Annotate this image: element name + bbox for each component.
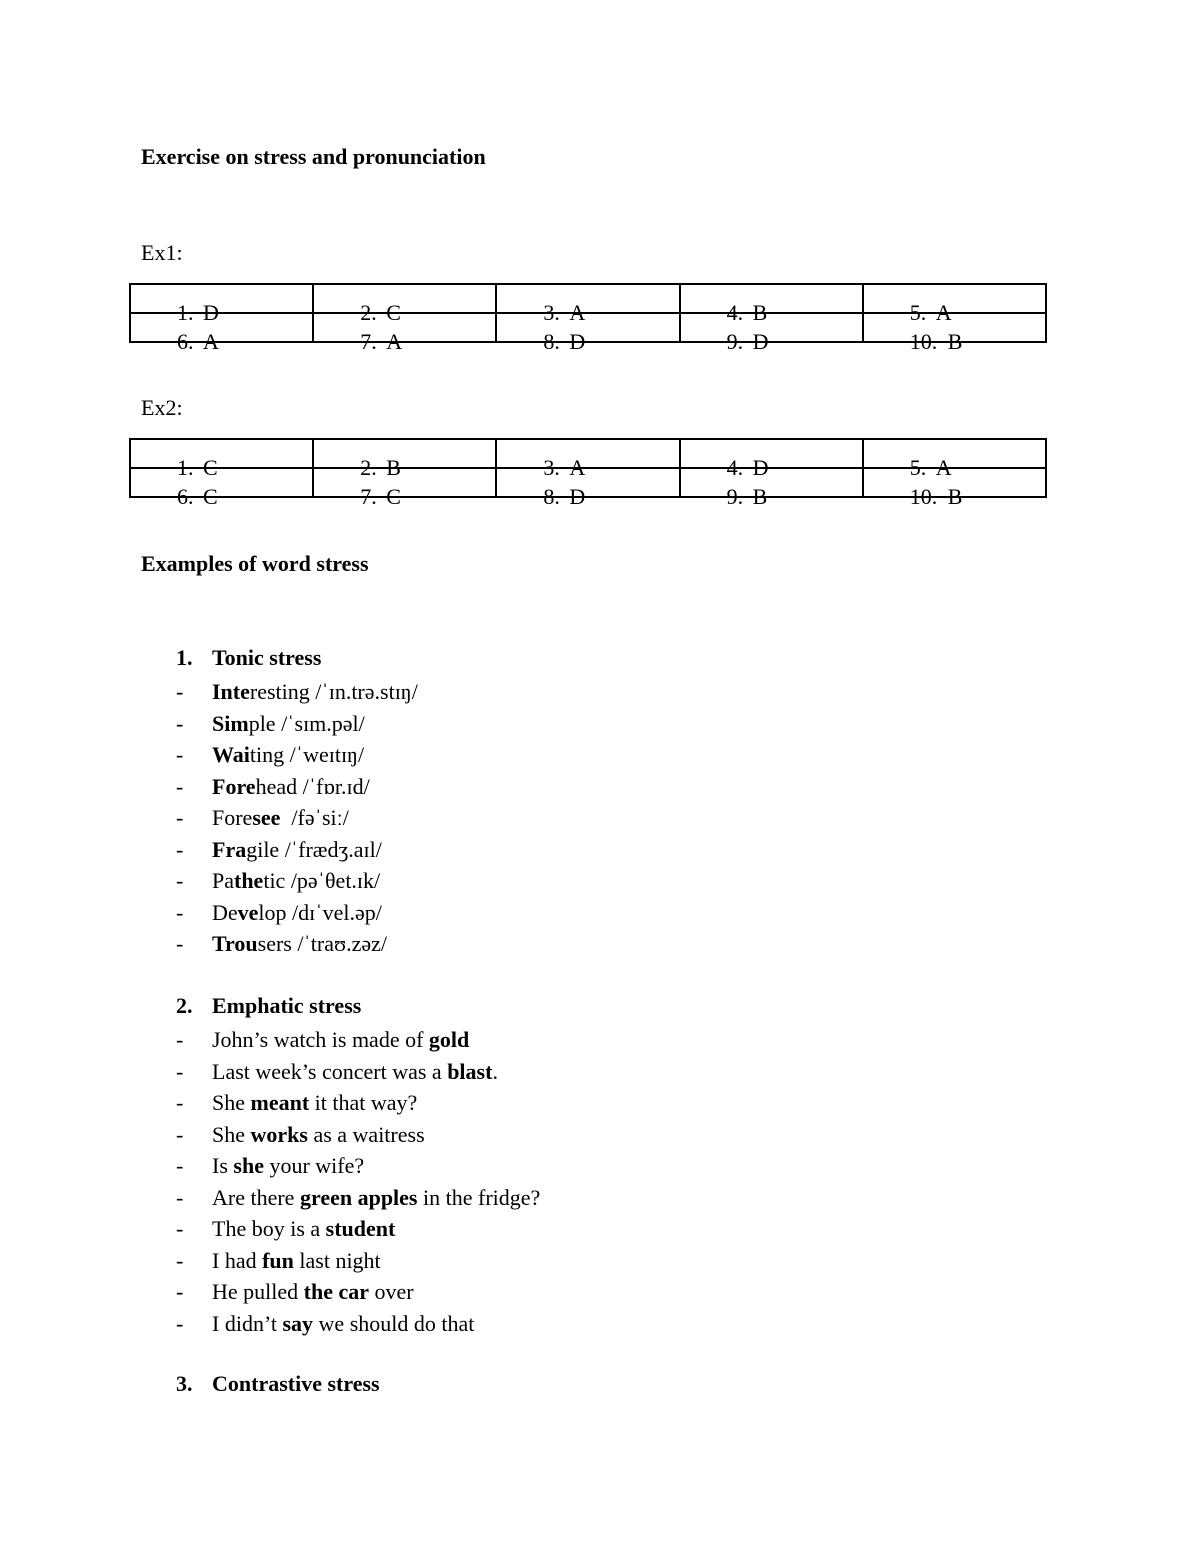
answer-letter: C	[203, 483, 218, 509]
table-row	[130, 439, 1046, 468]
item-text: it that way?	[309, 1090, 418, 1115]
answer-letter: B	[947, 328, 963, 354]
answer-number: 4.	[726, 299, 744, 325]
list-item	[176, 1087, 417, 1118]
answer-cell	[680, 313, 863, 354]
answer-number: 8.	[543, 328, 560, 354]
section-title: Contrastive stress	[212, 1371, 380, 1396]
section-title: Emphatic stress	[212, 993, 362, 1018]
answer-cell	[680, 439, 863, 480]
table-row	[130, 313, 1046, 342]
answer-cell	[863, 468, 1046, 509]
stressed-text: works	[250, 1121, 308, 1147]
answer-cell	[496, 313, 679, 354]
list-item	[176, 1308, 474, 1339]
answer-letter: B	[947, 483, 963, 509]
stressed-text: say	[282, 1310, 314, 1336]
ex2-answer-table	[129, 438, 1047, 509]
answer-number: 7.	[360, 328, 377, 354]
answer-number: 4.	[726, 454, 744, 480]
bullet-dash: -	[176, 836, 184, 862]
list-item	[176, 1276, 414, 1307]
answer-letter: B	[752, 299, 768, 325]
answer-number: 7.	[360, 483, 377, 509]
stressed-text: she	[233, 1153, 264, 1178]
answer-cell	[130, 284, 313, 325]
list-item	[176, 1245, 381, 1276]
item-text: head /ˈfɒr.ɪd/	[255, 773, 370, 799]
answer-number: 9.	[726, 328, 744, 354]
stressed-text: Trou	[212, 931, 258, 956]
answer-number: 5.	[909, 299, 927, 325]
answer-number: 2.	[360, 299, 377, 325]
answer-letter: C	[203, 454, 218, 480]
answer-number: 3.	[543, 454, 560, 480]
bullet-dash: -	[176, 679, 184, 704]
bullet-dash: -	[176, 1058, 184, 1084]
bullet-dash: -	[176, 742, 184, 767]
answer-cell	[130, 439, 313, 480]
item-text: as a waitress	[307, 1121, 425, 1147]
answer-cell	[313, 284, 496, 325]
item-text: resting /ˈɪn.trə.stɪŋ/	[249, 679, 418, 704]
list-item	[176, 865, 380, 896]
section-heading-emphatic	[176, 993, 361, 1019]
item-text: ting /ˈweɪtɪŋ/	[249, 742, 365, 767]
stressed-text: Fore	[212, 773, 256, 799]
stressed-text: blast	[447, 1058, 493, 1084]
answer-number: 10.	[909, 328, 938, 354]
item-text: De	[212, 899, 238, 925]
answer-letter: B	[752, 483, 768, 509]
item-text: gile /ˈfrædʒ.aɪl/	[246, 836, 382, 862]
item-text: Is	[212, 1153, 234, 1178]
bullet-dash: -	[176, 1279, 184, 1304]
item-text: The boy is a	[212, 1216, 326, 1241]
stressed-text: the car	[303, 1279, 370, 1304]
item-text: your wife?	[263, 1153, 365, 1178]
answer-letter: D	[203, 299, 219, 325]
item-text: Are there	[212, 1184, 300, 1210]
bullet-dash: -	[176, 805, 184, 830]
list-item	[176, 771, 370, 802]
item-text: Pa	[212, 868, 234, 893]
answer-cell	[496, 468, 679, 509]
bullet-dash: -	[176, 710, 184, 736]
list-item	[176, 834, 382, 865]
stressed-text: student	[325, 1216, 396, 1241]
item-text: Last week’s concert was a	[212, 1058, 448, 1084]
list-item	[176, 928, 387, 959]
item-text: last night	[293, 1247, 381, 1273]
answer-cell	[863, 284, 1046, 325]
item-text: I didn’t	[212, 1310, 283, 1336]
item-text: .	[492, 1058, 498, 1084]
bullet-dash: -	[176, 1027, 184, 1052]
stressed-text: Wai	[212, 742, 250, 767]
answer-cell	[680, 284, 863, 325]
item-text: She	[212, 1121, 251, 1147]
table-row	[130, 284, 1046, 313]
answer-cell	[130, 468, 313, 509]
item-text: ple /ˈsɪm.pəl/	[248, 710, 365, 736]
answer-cell	[863, 439, 1046, 480]
answer-letter: A	[203, 328, 219, 354]
answer-letter: A	[935, 454, 952, 480]
examples-heading: Examples of word stress	[141, 551, 369, 576]
item-text: tic /pəˈθet.ɪk/	[263, 868, 381, 893]
bullet-dash: -	[176, 931, 184, 956]
ex2-label: Ex2:	[141, 395, 183, 420]
list-item	[176, 802, 349, 833]
stressed-text: green apples	[299, 1184, 418, 1210]
ex1-label: Ex1:	[141, 240, 183, 265]
stressed-text: Inte	[212, 679, 250, 704]
answer-letter: A	[935, 299, 952, 325]
item-text: Fore	[212, 805, 253, 830]
bullet-dash: -	[176, 1216, 184, 1241]
section-heading-tonic	[176, 645, 321, 671]
bullet-dash: -	[176, 1184, 184, 1210]
answer-number: 6.	[177, 483, 194, 509]
item-text: we should do that	[313, 1310, 475, 1336]
bullet-dash: -	[176, 773, 184, 799]
answer-number: 3.	[543, 299, 560, 325]
answer-number: 1.	[177, 454, 194, 480]
section-number: 2.	[176, 993, 193, 1018]
bullet-dash: -	[176, 1153, 184, 1178]
answer-cell	[313, 468, 496, 509]
section-heading-contrastive	[176, 1371, 380, 1397]
section-number: 3.	[176, 1371, 193, 1396]
item-text: /fəˈsiː/	[280, 805, 349, 830]
list-item	[176, 708, 365, 739]
list-item	[176, 676, 418, 707]
answer-letter: B	[386, 454, 401, 480]
bullet-dash: -	[176, 1247, 184, 1273]
answer-cell	[680, 468, 863, 509]
section-number: 1.	[176, 645, 193, 670]
answer-cell	[130, 313, 313, 354]
list-item	[176, 1213, 395, 1244]
answer-number: 9.	[726, 483, 744, 509]
item-text: He pulled	[212, 1279, 304, 1304]
answer-cell	[496, 439, 679, 480]
ex1-answer-table	[129, 283, 1047, 354]
item-text: I had	[212, 1247, 263, 1273]
stressed-text: gold	[428, 1027, 470, 1052]
stressed-text: the	[234, 868, 264, 893]
answer-cell	[313, 313, 496, 354]
item-text: over	[369, 1279, 414, 1304]
page-title: Exercise on stress and pronunciation	[141, 144, 486, 169]
answer-letter: C	[386, 483, 401, 509]
answer-cell	[863, 313, 1046, 354]
list-item	[176, 1024, 469, 1055]
item-text: lop /dɪˈvel.əp/	[258, 899, 382, 925]
bullet-dash: -	[176, 1090, 184, 1115]
stressed-text: Sim	[212, 710, 249, 736]
answer-letter: A	[569, 454, 586, 480]
answer-number: 5.	[909, 454, 927, 480]
answer-letter: A	[386, 328, 403, 354]
answer-number: 6.	[177, 328, 194, 354]
bullet-dash: -	[176, 1310, 184, 1336]
answer-letter: D	[569, 483, 586, 509]
stressed-text: see	[252, 805, 281, 830]
bullet-dash: -	[176, 899, 184, 925]
answer-number: 8.	[543, 483, 560, 509]
answer-cell	[313, 439, 496, 480]
answer-letter: D	[752, 454, 769, 480]
answer-number: 1.	[177, 299, 194, 325]
list-item	[176, 897, 382, 928]
item-text: She	[212, 1090, 251, 1115]
answer-letter: D	[752, 328, 769, 354]
answer-number: 10.	[909, 483, 938, 509]
stressed-text: meant	[250, 1090, 310, 1115]
list-item	[176, 1056, 498, 1087]
section-title: Tonic stress	[212, 645, 322, 670]
answer-letter: A	[569, 299, 586, 325]
stressed-text: fun	[262, 1247, 294, 1273]
list-item	[176, 1150, 364, 1181]
stressed-text: ve	[237, 899, 259, 925]
answer-letter: C	[386, 299, 401, 325]
item-text: sers /ˈtraʊ.zəz/	[257, 931, 387, 956]
list-item	[176, 739, 364, 770]
answer-number: 2.	[360, 454, 377, 480]
list-item	[176, 1182, 540, 1213]
bullet-dash: -	[176, 868, 184, 893]
answer-letter: D	[569, 328, 586, 354]
table-row	[130, 468, 1046, 497]
item-text: John’s watch is made of	[212, 1027, 429, 1052]
bullet-dash: -	[176, 1121, 184, 1147]
answer-cell	[496, 284, 679, 325]
item-text: in the fridge?	[417, 1184, 541, 1210]
stressed-text: Fra	[212, 836, 247, 862]
list-item	[176, 1119, 425, 1150]
